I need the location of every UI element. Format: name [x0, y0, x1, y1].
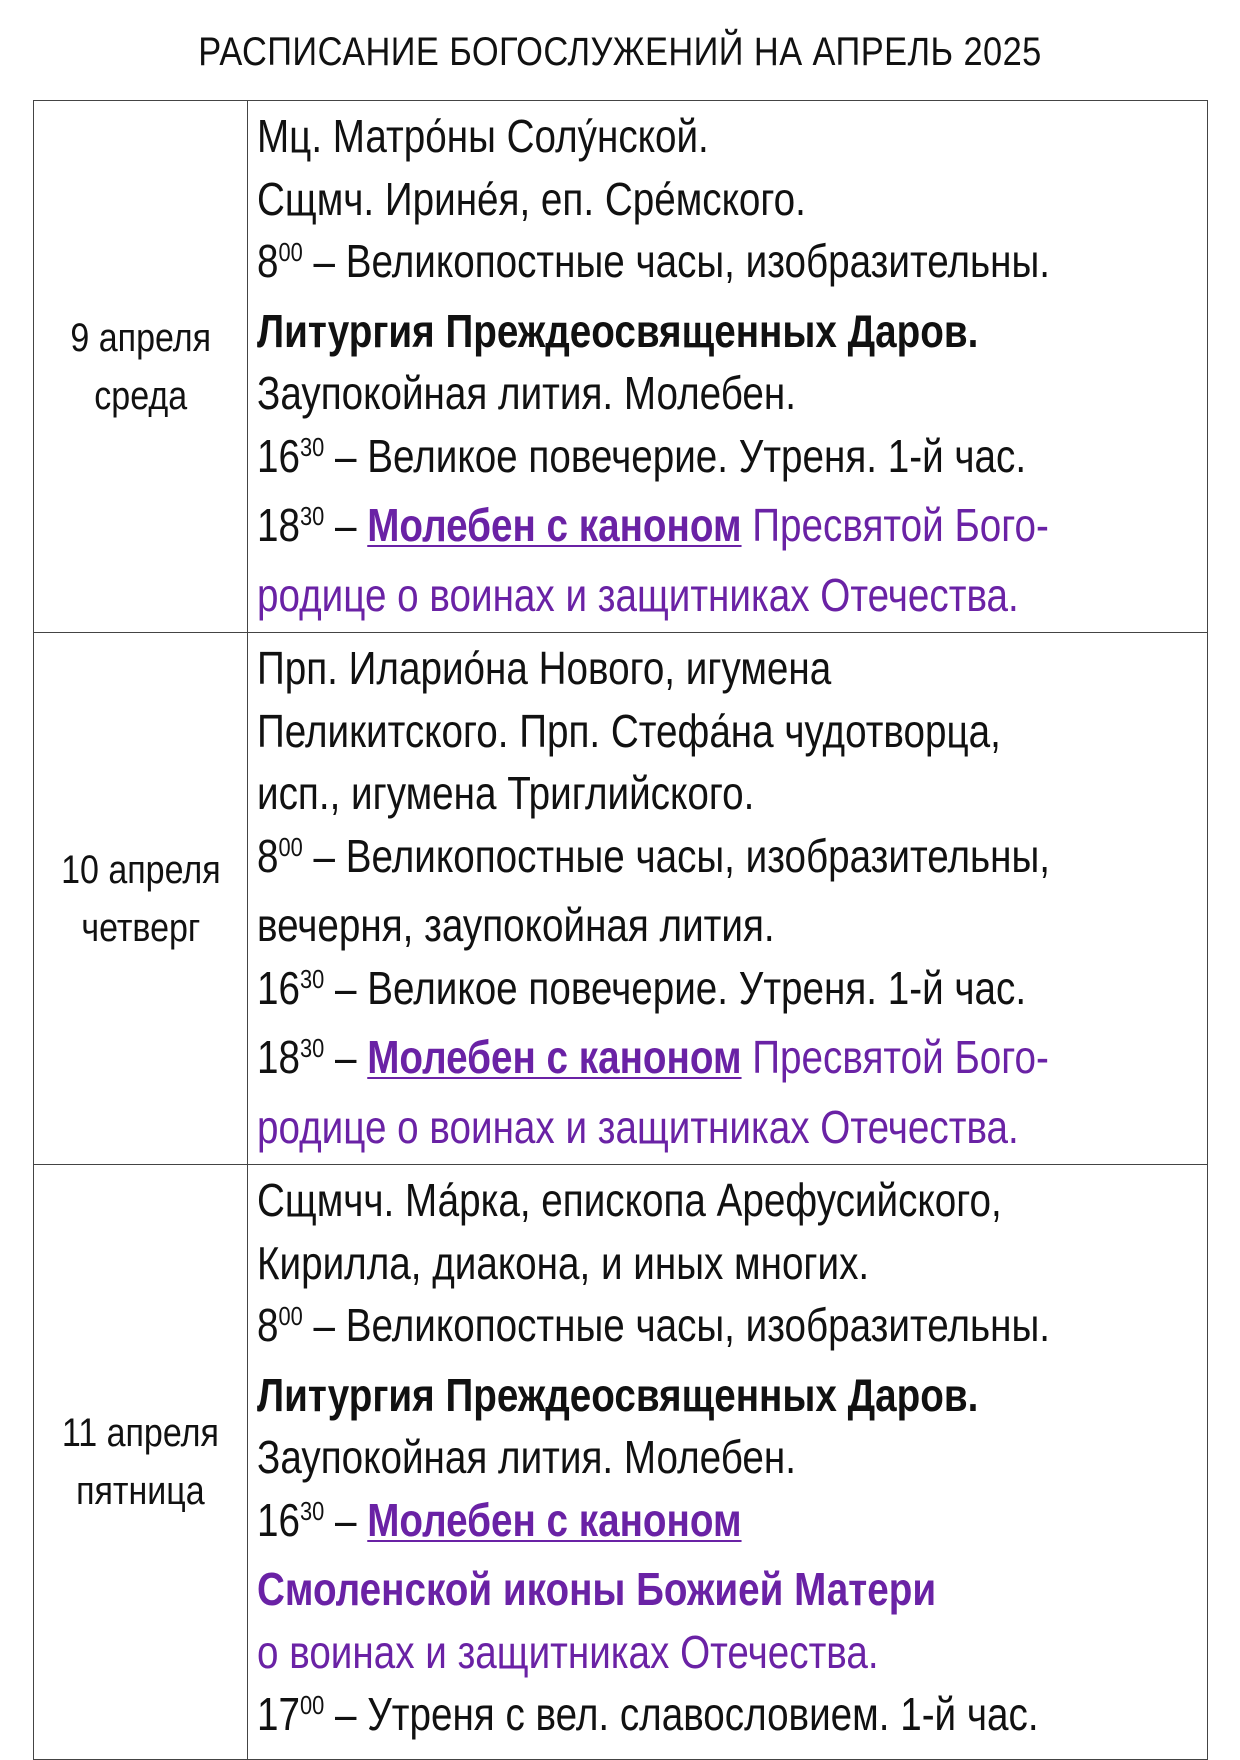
service-line	[257, 1683, 1050, 1753]
service-minutes: 00	[278, 831, 303, 862]
day-date: 10 апреля	[60, 847, 221, 892]
day-weekday: пятница	[76, 1468, 205, 1513]
moleben-text: Пресвятой Бого-	[741, 499, 1049, 551]
liturgy-line: Литургия Преждеосвященных Даров.	[256, 304, 979, 357]
schedule-row	[34, 633, 1208, 1165]
services-cell	[247, 633, 1207, 1165]
moleben-link[interactable]: Молебен с каноном	[367, 1031, 742, 1083]
moleben-link[interactable]: Молебен с каноном	[367, 499, 742, 551]
date-cell	[34, 1165, 248, 1760]
liturgy-line: Литургия Преждеосвященных Даров.	[256, 1368, 979, 1421]
day-weekday: среда	[94, 373, 187, 418]
service-hour: 8	[256, 1299, 279, 1351]
service-minutes: 30	[299, 431, 325, 462]
feast-line: Кирилла, диакона, и иных многих.	[256, 1236, 870, 1289]
service-line: вечерня, заупокойная лития.	[256, 899, 775, 951]
moleben-link[interactable]: Молебен с каноном	[367, 1493, 742, 1546]
feast-line: Пеликитского. Прп. Стефа́на чудотворца,	[256, 704, 1001, 757]
service-line: Заупокойная лития. Молебен.	[256, 367, 796, 419]
day-weekday: четверг	[80, 905, 200, 950]
service-line	[257, 425, 1050, 495]
service-line	[257, 825, 1050, 895]
service-hour: 18	[256, 1031, 300, 1083]
day-date: 11 апреля	[61, 1410, 219, 1455]
moleben-text: Смоленской иконы Божией Матери	[256, 1563, 937, 1615]
service-hour: 8	[256, 235, 279, 287]
day-date: 9 апреля	[70, 315, 211, 360]
moleben-text: о воинах и защитниках Отечества.	[256, 1625, 879, 1678]
service-text: – Великопостные часы, изобразительны,	[302, 829, 1050, 882]
page-title: РАСПИСАНИЕ БОГОСЛУЖЕНИЙ НА АПРЕЛЬ 2025	[198, 30, 1042, 74]
date-cell	[34, 101, 248, 633]
feast-line: Сщмчч. Ма́рка, епископа Арефусийского,	[256, 1174, 1002, 1226]
service-line	[257, 1026, 1050, 1096]
service-hour: 18	[256, 499, 300, 551]
service-dash: –	[324, 1031, 368, 1083]
service-line: Заупокойная лития. Молебен.	[256, 1431, 796, 1483]
schedule-row	[34, 101, 1208, 633]
moleben-text: родице о воинах и защитниках Отечества.	[256, 1100, 1019, 1153]
service-text: – Великое повечерие. Утреня. 1-й час.	[324, 429, 1027, 482]
feast-line: Мц. Матро́ны Солу́нской.	[256, 110, 709, 162]
service-minutes: 30	[299, 963, 325, 994]
service-minutes: 30	[299, 1495, 325, 1526]
service-hour: 16	[256, 1493, 300, 1546]
date-cell	[34, 633, 248, 1165]
services-cell	[247, 101, 1207, 633]
service-minutes: 30	[299, 501, 325, 531]
service-hour: 8	[256, 829, 279, 882]
service-dash: –	[324, 499, 368, 551]
service-line	[257, 230, 1050, 300]
service-dash: –	[324, 1493, 368, 1546]
feast-line: Сщмч. Ирине́я, еп. Сре́мского.	[256, 172, 806, 225]
service-minutes: 00	[299, 1690, 325, 1720]
service-line	[257, 1489, 1050, 1559]
service-line	[257, 1294, 1050, 1364]
feast-line: Прп. Иларио́на Нового, игумена	[256, 642, 832, 694]
service-minutes: 00	[278, 1301, 303, 1331]
schedule-table	[33, 100, 1208, 1760]
service-line	[257, 494, 1050, 564]
service-line	[257, 957, 1050, 1027]
service-hour: 16	[256, 961, 300, 1014]
service-text: – Великопостные часы, изобразительны.	[302, 235, 1050, 287]
schedule-row	[34, 1165, 1208, 1760]
service-hour: 17	[256, 1688, 300, 1740]
service-text: – Великопостные часы, изобразительны.	[302, 1299, 1050, 1351]
services-cell	[247, 1165, 1207, 1760]
service-minutes: 30	[299, 1033, 325, 1063]
service-text: – Утреня с вел. славословием. 1-й час.	[324, 1688, 1039, 1740]
feast-line: исп., игумена Триглийского.	[256, 767, 755, 819]
moleben-text: Пресвятой Бого-	[741, 1031, 1049, 1083]
service-minutes: 00	[278, 237, 303, 267]
service-text: – Великое повечерие. Утреня. 1-й час.	[324, 961, 1027, 1014]
moleben-text: родице о воинах и защитниках Отечества.	[256, 568, 1019, 621]
service-hour: 16	[256, 429, 300, 482]
